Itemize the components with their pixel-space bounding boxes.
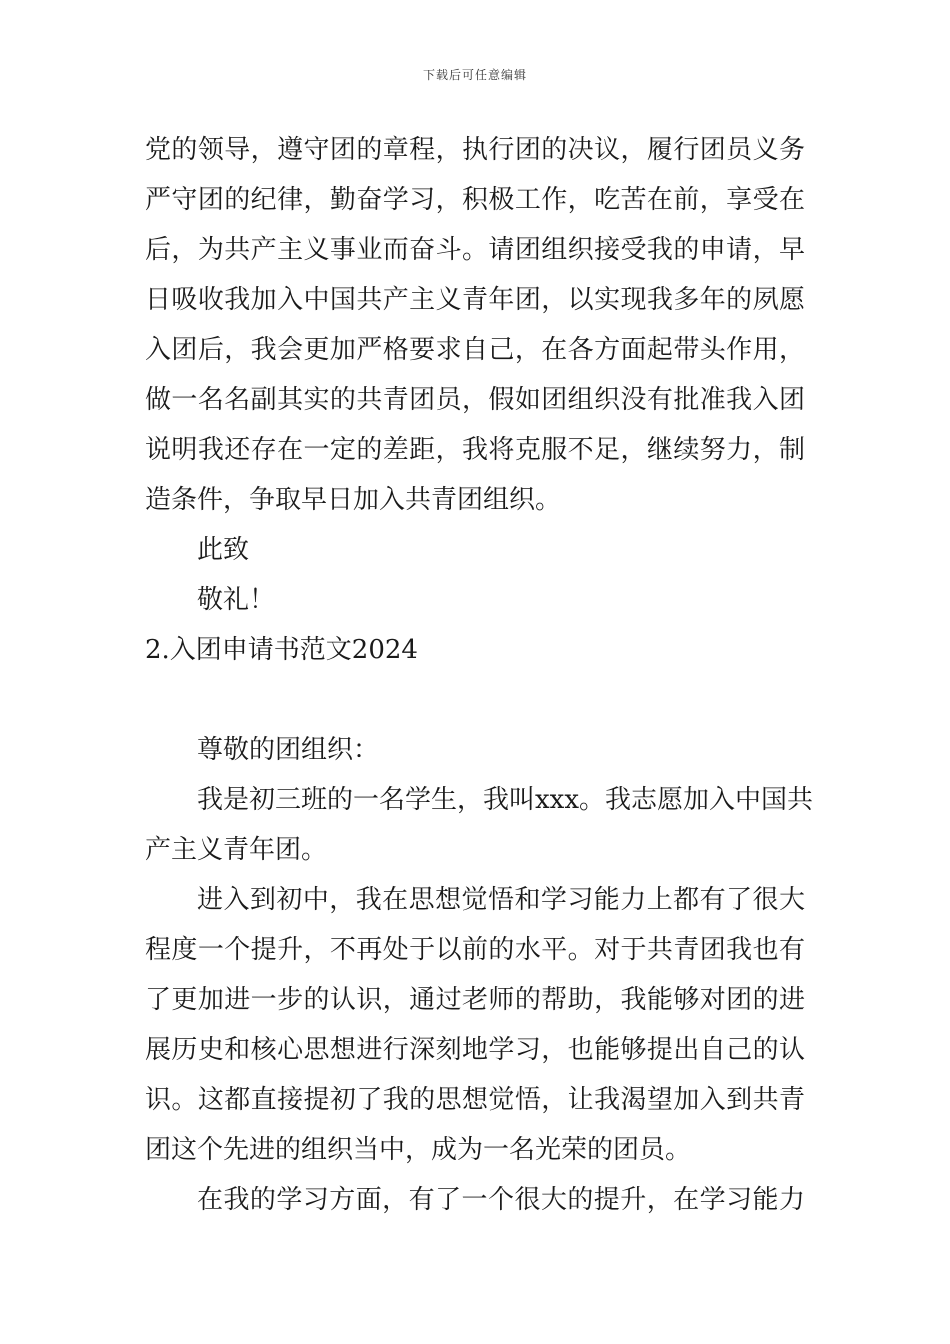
body-line: 说明我还存在一定的差距，我将克服不足，继续努力，制 [145, 435, 805, 465]
body-line: 识。这都直接提初了我的思想觉悟，让我渴望加入到共青 [145, 1085, 805, 1115]
body-line: 了更加进一步的认识，通过老师的帮助，我能够对团的进 [145, 985, 805, 1015]
body-line: 入团后，我会更加严格要求自己，在各方面起带头作用， [145, 335, 805, 365]
body-line: 程度一个提升，不再处于以前的水平。对于共青团我也有 [145, 935, 805, 965]
closing-salutation: 此致 [197, 535, 250, 565]
page-header: 下载后可任意编辑 [422, 68, 527, 82]
body-line: 产主义青年团。 [145, 835, 328, 865]
closing-regards: 敬礼！ [197, 585, 276, 615]
letter-salutation: 尊敬的团组织： [197, 735, 380, 765]
body-line: 团这个先进的组织当中，成为一名光荣的团员。 [145, 1135, 692, 1165]
body-line: 我是初三班的一名学生，我叫xxx。我志愿加入中国共 [197, 785, 813, 815]
body-line: 后，为共产主义事业而奋斗。请团组织接受我的申请，早 [145, 235, 805, 265]
body-line: 党的领导，遵守团的章程，执行团的决议，履行团员义务 [145, 135, 805, 165]
body-line: 造条件，争取早日加入共青团组织。 [145, 485, 562, 515]
body-line: 日吸收我加入中国共产主义青年团，以实现我多年的夙愿 [145, 285, 805, 315]
body-line: 做一名名副其实的共青团员，假如团组织没有批准我入团 [145, 385, 805, 415]
body-line: 严守团的纪律，勤奋学习，积极工作，吃苦在前，享受在 [145, 185, 805, 215]
section-heading: 2.入团申请书范文2024 [145, 635, 418, 665]
body-line: 在我的学习方面，有了一个很大的提升，在学习能力 [197, 1185, 805, 1215]
body-line: 展历史和核心思想进行深刻地学习，也能够提出自己的认 [145, 1035, 805, 1065]
body-line: 进入到初中，我在思想觉悟和学习能力上都有了很大 [197, 885, 805, 915]
